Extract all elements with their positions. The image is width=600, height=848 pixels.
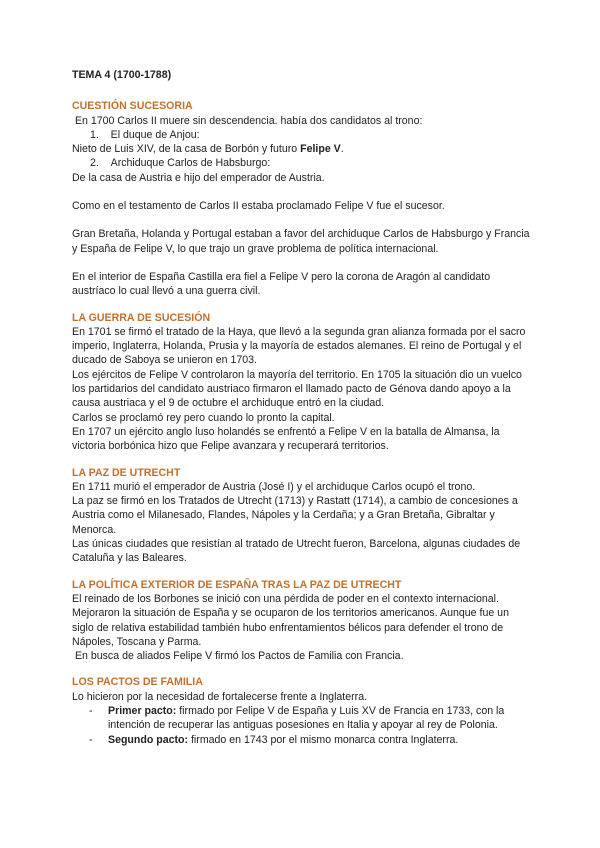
paragraph-text: En busca de aliados Felipe V firmó los Pactos de Familia con Francia. (74, 650, 404, 663)
paragraph: La paz se firmó en los Tratados de Utrecht (1713) y Rastatt (1714), a cambio de concesiones a Austria como el Milanesado, Flandes, Nápoles y la Cerdaña; y a Gran Bretaña, Gibraltar y Menorca. (72, 495, 518, 536)
list-item (72, 156, 532, 170)
list-number: 2. (90, 157, 99, 170)
paragraph (72, 114, 532, 128)
paragraph: El reinado de los Borbones se inició con una pérdida de poder en el contexto internacional. Mejoraron la situación de España y se ocuparon de los territorios americanos. Aunque fue un siglo de relativa estabilidad también hubo enfrentamientos bélicos para defender el trono de Nápoles, Toscana y Parma. (72, 592, 509, 648)
list-item (72, 733, 532, 747)
bold-text: Segundo pacto: (108, 733, 189, 746)
paragraph-text: firmado por Felipe V de España y Luis XV de Francia en 1733, con la intención de recuperar las antiguas posesiones en Italia y apoyar al rey de Polonia. (108, 704, 505, 732)
paragraph: De la casa de Austria e hijo del emperador de Austria. (72, 171, 325, 184)
paragraph: Lo hicieron por la necesidad de fortalecerse frente a Inglaterra. (72, 690, 368, 703)
paragraph-text: . (340, 143, 344, 156)
document-title: TEMA 4 (1700-1788) (72, 69, 172, 81)
paragraph: En 1707 un ejército anglo luso holandés se enfrentó a Felipe V en la batalla de Almansa, la victoria borbónica hizo que Felipe avanzara y recuperará territorios. (72, 425, 500, 453)
paragraph (72, 142, 532, 156)
paragraph (72, 649, 532, 663)
paragraph: Gran Bretaña, Holanda y Portugal estaban a favor del archiduque Carlos de Habsburgo y Francia y España de Felipe V, lo que trajo un grave problema de política internacional. (72, 228, 530, 255)
bold-text: Felipe V (300, 143, 341, 156)
document-page (72, 68, 532, 747)
paragraph-text: Nieto de Luis XIV, de la casa de Borbón y futuro (72, 143, 301, 156)
paragraph: Como en el testamento de Carlos II estaba proclamado Felipe V fue el sucesor. (72, 200, 445, 213)
paragraph-text: En 1700 Carlos II muere sin descendencia. había dos candidatos al trono: (74, 114, 423, 127)
paragraph: En 1711 murió el emperador de Austria (José I) y el archiduque Carlos ocupó el trono. (72, 480, 476, 493)
paragraph-text: firmado en 1743 por el mismo monarca contra Inglaterra. (188, 733, 459, 746)
bullet-dash: - (89, 704, 93, 717)
section-heading-politica-exterior: LA POLÍTICA EXTERIOR DE ESPAÑA TRAS LA PAZ DE UTRECHT (72, 578, 402, 591)
section-heading-pactos-familia: LOS PACTOS DE FAMILIA (72, 676, 203, 689)
bold-text: Primer pacto: (108, 704, 177, 717)
list-item-label: Archiduque Carlos de Habsburgo: (110, 157, 271, 170)
paragraph: En el interior de España Castilla era fiel a Felipe V pero la corona de Aragón al candidato austríaco lo cual llevó a una guerra civil. (72, 270, 491, 298)
paragraph: Carlos se proclamó rey pero cuando lo pronto la capital. (72, 411, 335, 424)
paragraph: Los ejércitos de Felipe V controlaron la mayoría del territorio. En 1705 la situación dio un vuelco los partidarios del candidato austriaco firmaron el llamado pacto de Génova dando apoyo a la causa austriaca y el 9 de octubre el archiduque entró en la ciudad. (72, 368, 522, 410)
list-item (72, 128, 532, 142)
section-heading-cuestion-sucesoria: CUESTIÓN SUCESORIA (72, 100, 193, 113)
bullet-dash: - (89, 733, 93, 746)
section-heading-guerra-sucesion: LA GUERRA DE SUCESIÓN (72, 311, 211, 324)
paragraph: En 1701 se firmó el tratado de la Haya, que llevó a la segunda gran alianza formada por el sacro imperio, Inglaterra, Holanda, Prusia y la mayoría de estados alemanes. El reino de Portugal y el ducado de Saboya se unieron en 1703. (72, 325, 526, 367)
list-item-label: El duque de Anjou: (110, 128, 200, 141)
list-number: 1. (90, 128, 99, 141)
section-heading-paz-utrecht: LA PAZ DE UTRECHT (72, 466, 181, 479)
bullet-list (72, 704, 532, 747)
list-item (72, 704, 532, 733)
paragraph: Las únicas ciudades que resistían al tratado de Utrecht fueron, Barcelona, algunas ciudades de Cataluña y las Baleares. (72, 538, 521, 565)
